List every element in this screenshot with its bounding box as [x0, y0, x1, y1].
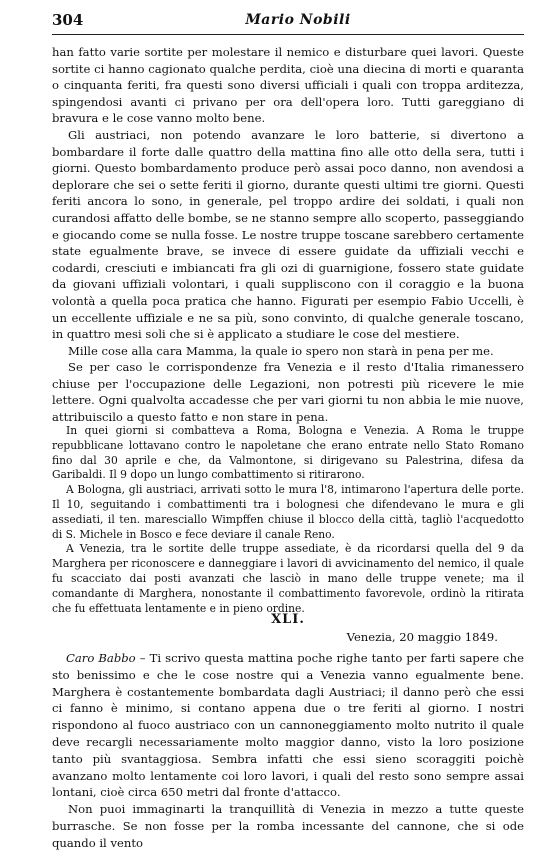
paragraph: Mille cose alla cara Mamma, la quale io spero non starà in pena per me.: [68, 343, 494, 358]
paragraph: Gli austriaci, non potendo avanzare le loro batterie, si divertono a bombardare il forte dalle quattro della mattina fino alle otto della sera, tutti i giorni. Questo bombardamento produce però assai poco danno, non avendosi a deplorare che sei o sette feriti il giorno, durante questi ultimi tre giorni. Questi feriti ancora lo sono, in generale, pel troppo ardire dei soldati, i quali non curandosi affatto delle bombe, se ne stanno sempre allo scoperto, passeggiando e giocando come se nulla fosse. Le nostre truppe toscane sarebbero certamente state egualmente brave, se invece di essere guidate da uffiziali vecchi e codardi, cresciuti e imbiancati fra gli ozi di guarnigione, fossero state guidate da giovani uffiziali volontari, i quali suppliscono con il coraggio e la buona volontà a quella poca pratica che hanno. Figurati per esempio Fabio Uccelli, è un eccellente uffiziale e ne sa più, sono convinto, di qualche generale toscano, in quattro mesi soli che si è applicato a studiare le cose del mestiere.: [52, 127, 524, 342]
historical-note: [52, 424, 524, 616]
letter-paragraph-text: – Ti scrivo questa mattina poche righe tanto per farti sapere che sto benissimo e che le cose nostre qui a Venezia vanno egualmente bene. Marghera è costantemente bombardata dagli Austriaci; il danno però che essi ci fanno è minimo, si contano appena due o tre feriti al giorno. I nostri rispondono al fuoco austriaco con un cannoneggiamento molto nutrito il quale deve recargli necessariamente molto maggior danno, visto la loro posizione tanto più svantaggiosa. Sembra infatti che essi sieno scoraggiti poichè avanzano molto lentamente coi loro lavori, i quali del resto sono sempre assai lontani, cioè circa 650 metri dal fronte d'attacco.: [52, 651, 524, 800]
note-paragraph: In quei giorni si combatteva a Roma, Bologna e Venezia. A Roma le truppe repubblicane lottavano contro le napoletane che erano entrate nello Stato Romano fino dal 30 aprile e che, da Valmontone, si dirigevano su Palestrina, difesa da Garibaldi. Il 9 dopo un lungo combattimento si ritirarono.: [52, 424, 524, 482]
letter-dateline: Venezia, 20 maggio 1849.: [346, 630, 498, 644]
page-header: [52, 8, 524, 32]
letter-paragraph: [52, 650, 524, 801]
page-number: 304: [52, 11, 84, 29]
paragraph: Se per caso le corrispondenze fra Venezia e il resto d'Italia rimanessero chiuse per l'occupazione delle Legazioni, non potresti più ricevere le mie lettere. Ogni qualvolta accadesse che per vari giorni tu non abbia le mie nuove, attribuiscilo a questo fatto e non stare in pena.: [52, 360, 524, 425]
running-title: Mario Nobili: [245, 12, 351, 28]
note-paragraph: A Bologna, gli austriaci, arrivati sotto le mura l'8, intimarono l'apertura delle porte. Il 10, seguitando i combattimenti tra i bolognesi che difendevano le mura e gli assediati, il ten. maresciallo Wimpffen chiuse il blocco della città, tagliò l'acquedotto di S. Michele in Bosco e fece deviare il canale Reno.: [52, 483, 524, 541]
letter-number: XLI.: [271, 612, 305, 627]
letter-text: [52, 650, 524, 852]
header-rule: [52, 34, 524, 35]
main-text: [52, 44, 524, 426]
paragraph: han fatto varie sortite per molestare il nemico e disturbare quei lavori. Queste sortite ci hanno cagionato qualche perdita, cioè una diecina di morti e quaranta o cinquanta feriti, fra questi sono diversi ufficiali i quali con troppa arditezza, spingendosi avanti ci privano per ora dell'opera loro. Tutti gareggiano di bravura e le cose vanno molto bene.: [52, 45, 524, 126]
letter-paragraph: Non puoi immaginarti la tranquillità di Venezia in mezzo a tutte queste burrasche. Se non fosse per la romba incessante del cannone, che si ode quando il vento: [52, 802, 524, 850]
letter-salutation: Caro Babbo: [66, 651, 136, 665]
note-paragraph: A Venezia, tra le sortite delle truppe assediate, è da ricordarsi quella del 9 da Marghera per riconoscere e danneggiare i lavori di avvicinamento del nemico, il quale fu scacciato dai posti avanzati che lasciò in mano delle truppe venete; ma il comandante di Marghera, nonostante il combattimento favorevole, ordinò la ritirata che fu effettuata lentamente e in pieno ordine.: [52, 542, 524, 615]
